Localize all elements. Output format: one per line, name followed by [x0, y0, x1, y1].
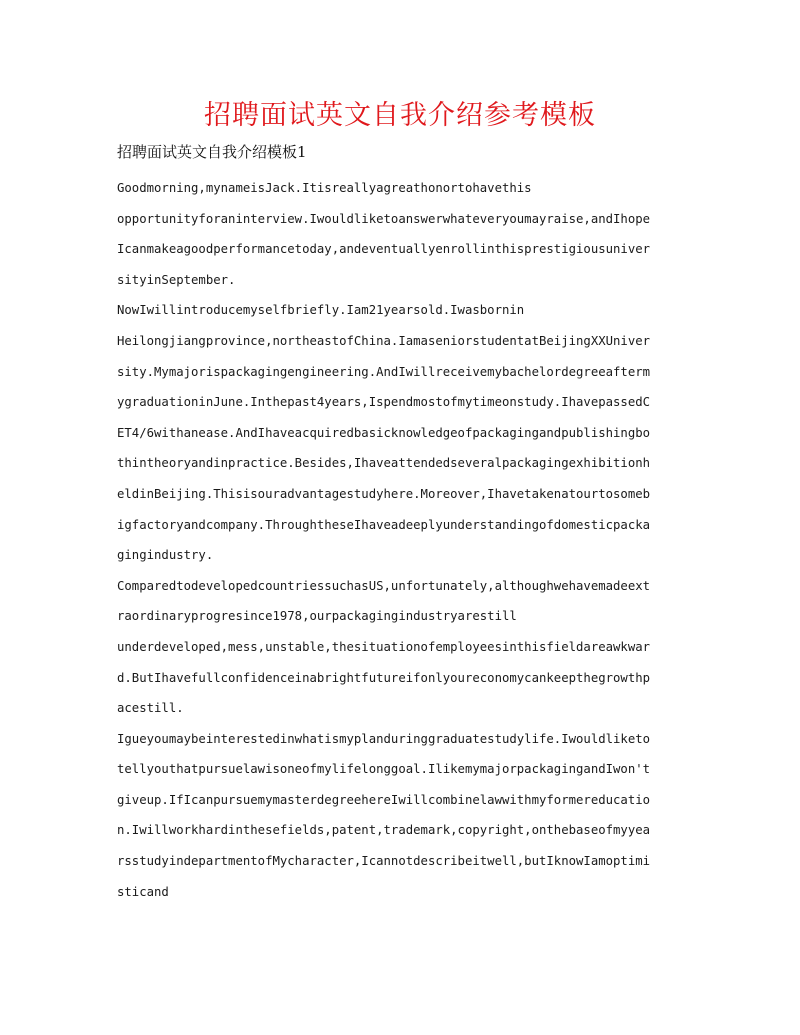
text-line: sity.Mymajorispackagingengineering.AndIwillreceivemybachelordegreeafterm [117, 364, 651, 379]
text-line: sticand [117, 884, 169, 899]
text-line: Heilongjiangprovince,northeastofChina.IamaseniorstudentatBeijingXXUniver [117, 333, 651, 348]
text-line: underdeveloped,mess,unstable,thesituationofemployeesinthisfieldareawkwar [117, 639, 651, 654]
document-title: 招聘面试英文自我介绍参考模板 [204, 100, 596, 131]
text-line: Goodmorning,mynameisJack.Itisreallyagreathonortohavethis [117, 181, 532, 195]
text-line: gingindustry. [117, 548, 214, 563]
text-line: Igueyoumaybeinterestedinwhatismyplanduringgraduatestudylife.Iwouldliketo [117, 731, 651, 746]
text-line: opportunityforaninterview.Iwouldliketoanswerwhateveryoumayraise,andIhope [117, 211, 651, 226]
text-line: Icanmakeagoodperformancetoday,andeventuallyenrollinthisprestigiousuniver [117, 242, 651, 257]
text-line: n.Iwillworkhardinthesefields,patent,trademark,copyright,onthebaseofmyyea [117, 823, 651, 838]
text-line: tellyouthatpursuelawisoneofmylifelonggoal.IlikemymajorpackagingandIwon't [117, 762, 651, 777]
text-line: sityinSeptember. [117, 272, 236, 287]
text-line: eldinBeijing.Thisisouradvantagestudyhere.Moreover,Ihavetakenatourtosomeb [117, 486, 651, 501]
text-line: ET4/6withanease.AndIhaveacquiredbasicknowledgeofpackagingandpublishingbo [117, 425, 651, 440]
document-subtitle: 招聘面试英文自我介绍模板1 [117, 143, 307, 161]
text-line: rsstudyindepartmentofMycharacter,Icannotdescribeitwell,butIknowIamoptimi [117, 854, 651, 869]
text-line: ComparedtodevelopedcountriessuchasUS,unfortunately,althoughwehavemadeext [117, 578, 651, 593]
text-line: igfactoryandcompany.ThroughtheseIhaveadeeplyunderstandingofdomesticpacka [117, 517, 651, 532]
text-line: thintheoryandinpractice.Besides,Ihaveattendedseveralpackagingexhibitionh [117, 456, 651, 471]
text-line: NowIwillintroducemyselfbriefly.Iam21yearsold.Iwasbornin [117, 303, 525, 318]
text-line: acestill. [117, 701, 184, 716]
text-line: ygraduationinJune.Inthepast4years,Ispendmostofmytimeonstudy.IhavepassedC [117, 395, 651, 410]
document-body [117, 173, 687, 907]
text-line: d.ButIhavefullconfidenceinabrightfutureifonlyoureconomycankeepthegrowthp [117, 670, 651, 685]
text-line: raordinaryprogresince1978,ourpackagingindustryarestill [117, 609, 517, 624]
text-line: giveup.IfIcanpursuemymasterdegreehereIwillcombinelawwithmyformereducatio [117, 792, 651, 807]
